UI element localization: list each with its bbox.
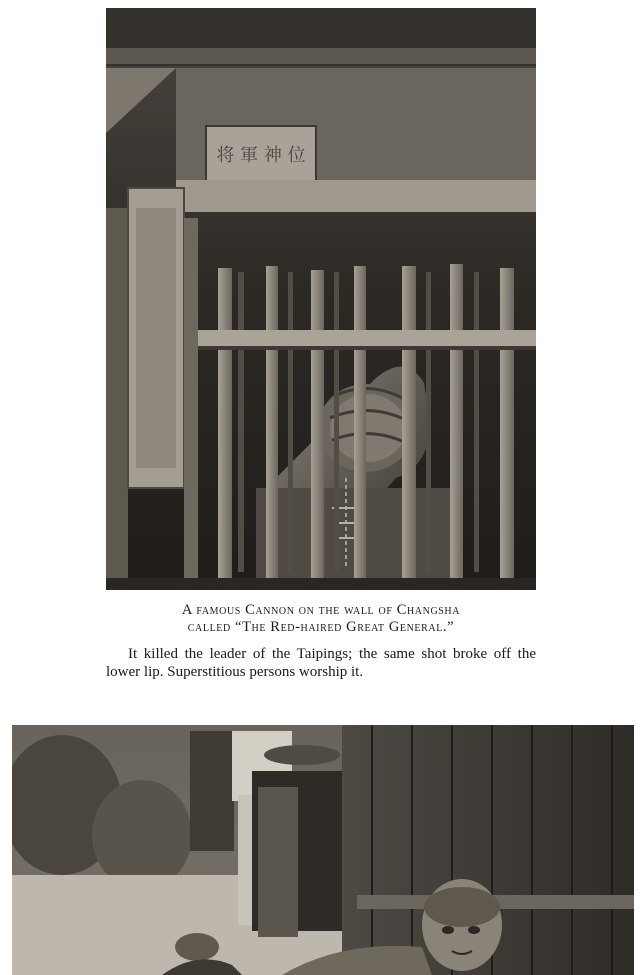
basket xyxy=(264,745,340,765)
cannon-shrine-photo xyxy=(106,8,536,590)
street-man-photo xyxy=(12,725,634,975)
lintel-beam xyxy=(176,180,536,212)
caption-title-line-1: A famous Cannon on the wall of Changsha xyxy=(181,602,461,618)
plaque-characters: 将 軍 神 位 xyxy=(216,145,306,166)
caption-body: It killed the leader of the Taipings; the same shot broke off the lower lip. Superstitious persons worship it. xyxy=(106,646,536,680)
cannon-shrine-illustration xyxy=(106,8,536,590)
caption-title xyxy=(106,602,536,636)
photo-caption xyxy=(106,602,536,681)
man-hand xyxy=(175,933,219,961)
street-man-illustration xyxy=(12,725,634,975)
caption-title-line-2: called “The Red-haired Great General.” xyxy=(187,619,455,635)
pedestrian xyxy=(190,731,234,851)
left-wall xyxy=(106,208,128,590)
cage-rail xyxy=(198,330,536,346)
